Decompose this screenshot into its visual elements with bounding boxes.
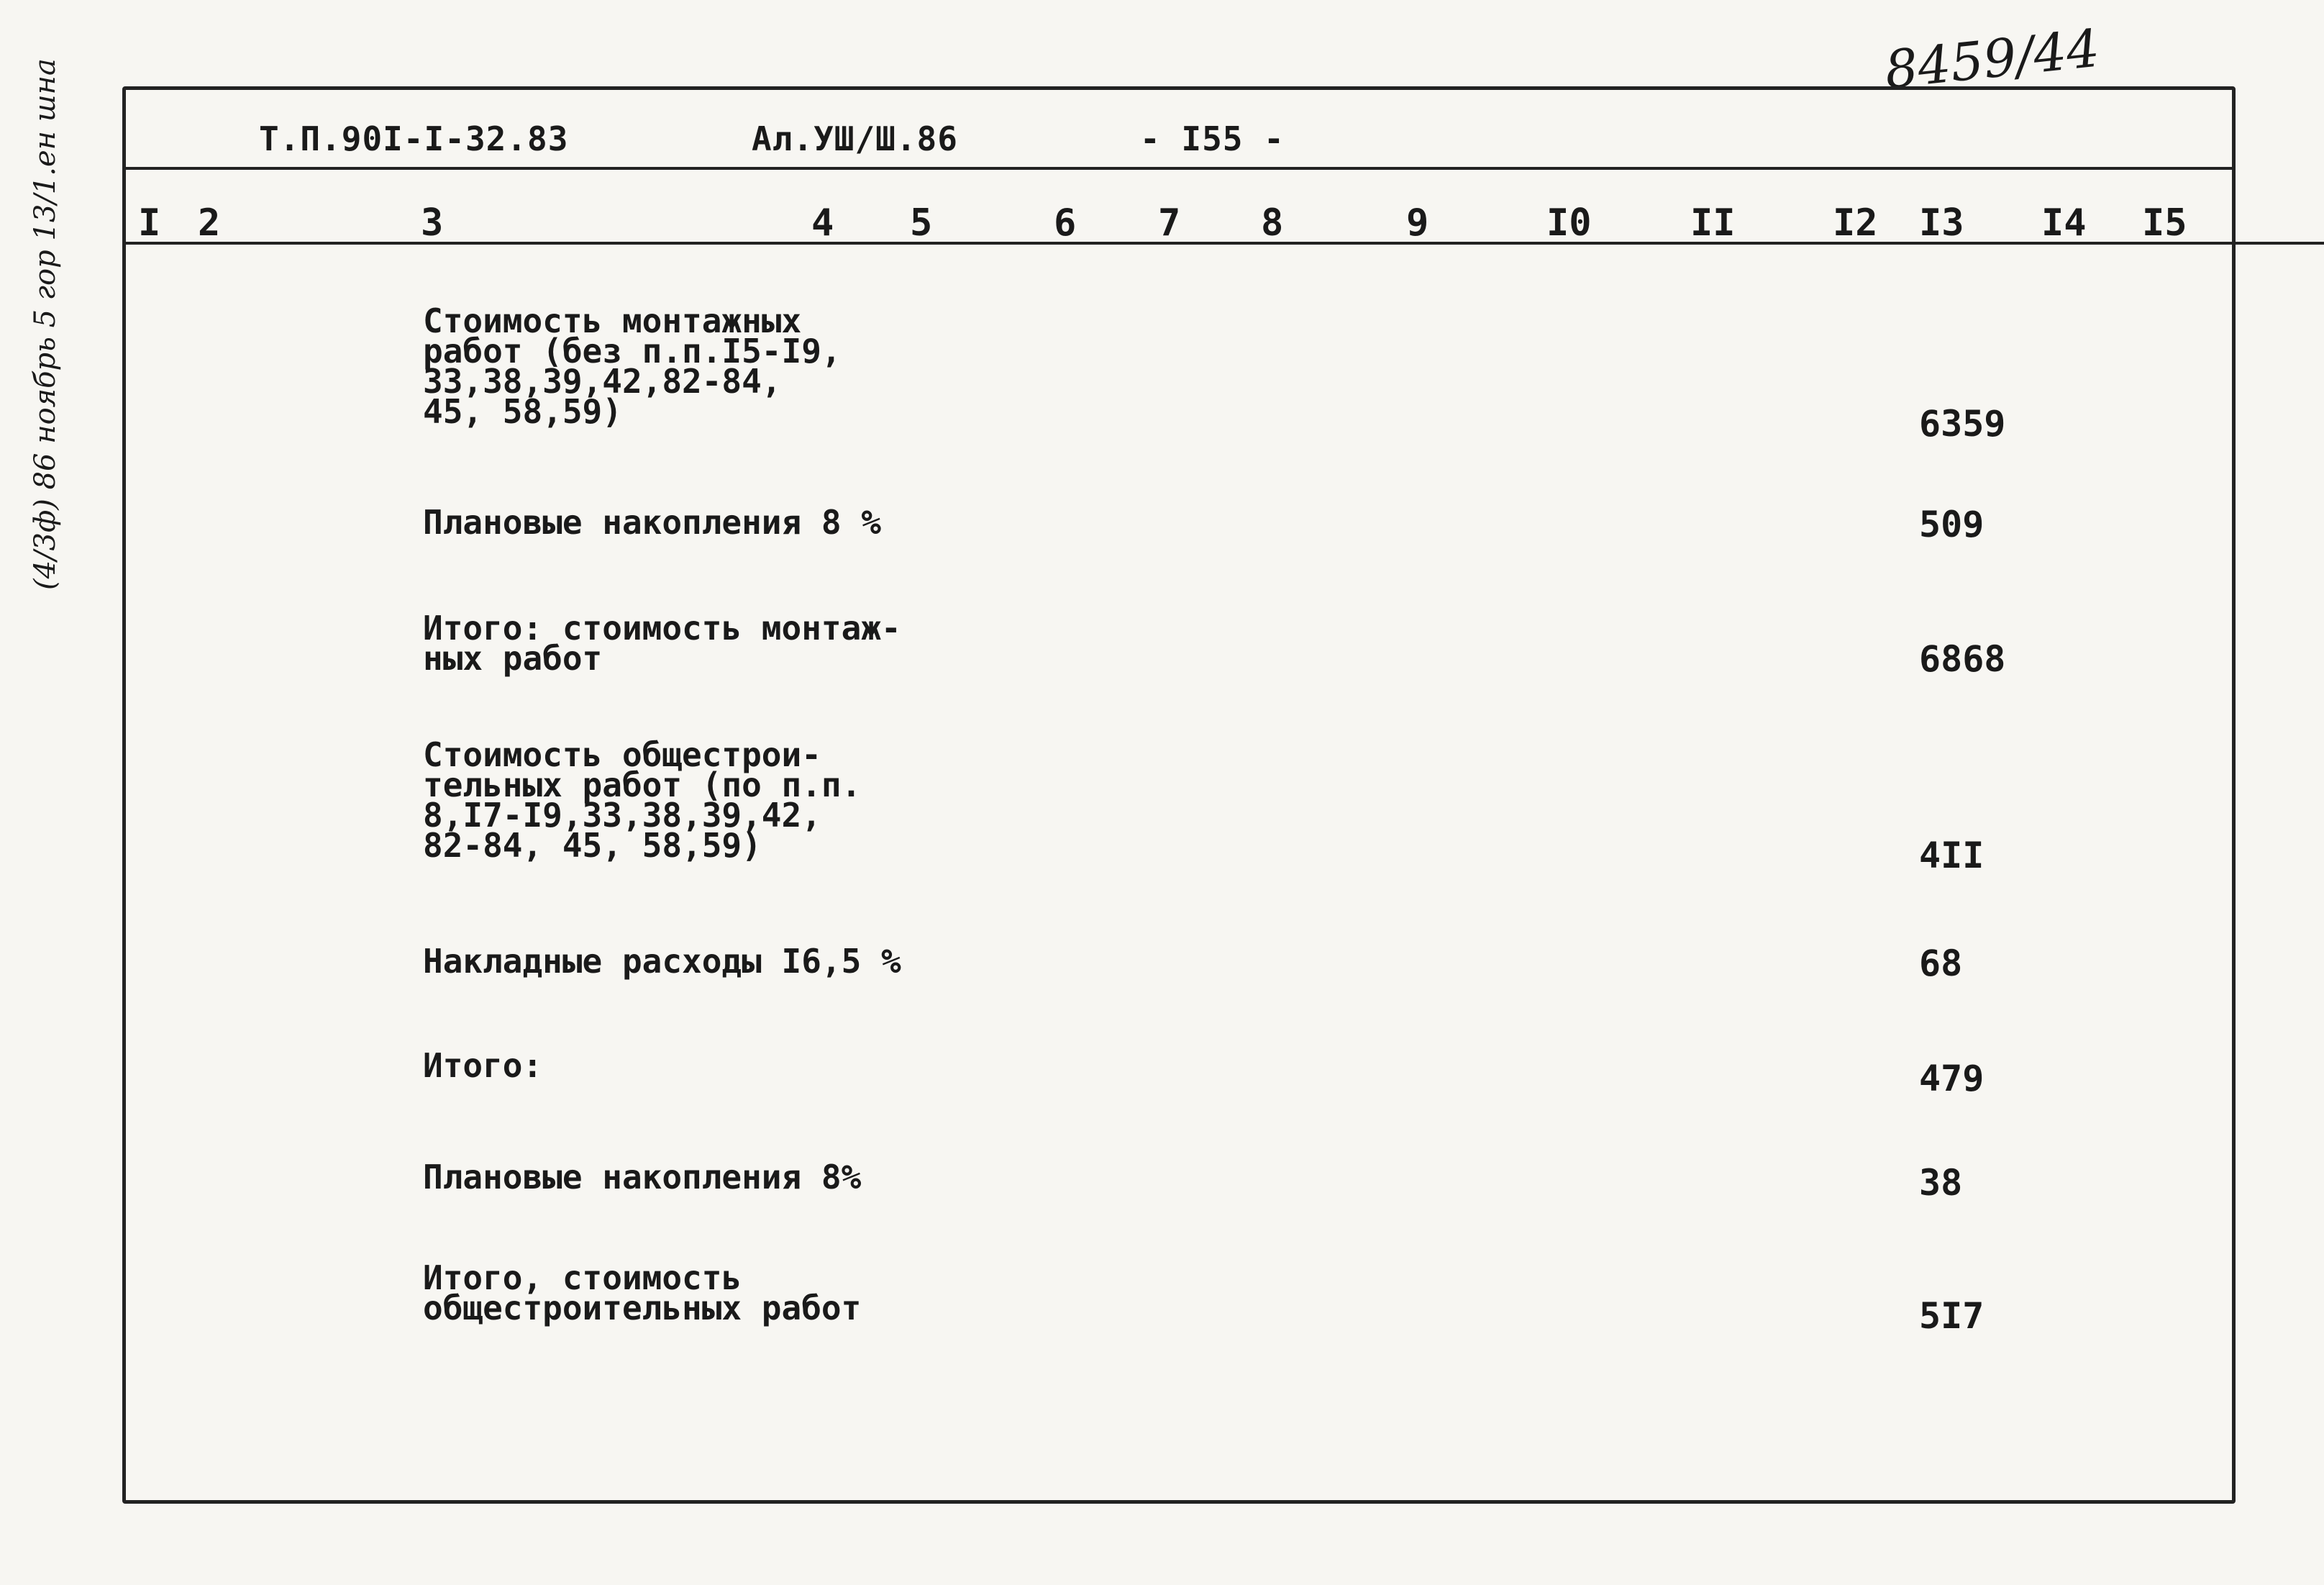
row-description: Плановые накопления 8 % [423,503,881,542]
column-number: 7 [1158,201,1181,245]
column-number: 4 [811,201,834,245]
column-rule [122,242,2324,245]
row-value: 479 [1919,1058,1984,1099]
row-description: Накладные расходы I6,5 % [423,942,901,981]
column-number: I0 [1546,201,1592,245]
row-value: 6868 [1919,638,2006,680]
margin-note: (4/3ф) 86 ноябрь 5 гор 13/1.ен шна [29,58,62,590]
row-description: Итого: [423,1046,543,1085]
page-number: - I55 - [1140,119,1285,158]
row-value: 4II [1919,835,1984,876]
row-description: Стоимость монтажных работ (без п.п.I5-I9, 33,38,39,42,82-84, 45, 58,59) [423,301,842,431]
row-value: 38 [1919,1162,1963,1204]
row-value: 68 [1919,943,1963,984]
row-description: Итого, стоимость общестроительных работ [423,1258,862,1327]
header-rule [122,167,2236,170]
column-number: I5 [2142,201,2187,245]
column-number: I2 [1833,201,1878,245]
document-code: Т.П.90I-I-32.83 [259,119,569,158]
column-number: I [138,201,161,245]
column-number: 2 [198,201,221,245]
column-number: 6 [1054,201,1077,245]
row-value: 6359 [1919,403,2006,445]
row-description: Итого: стоимость монтаж- ных работ [423,609,901,678]
column-number: 8 [1261,201,1284,245]
column-number: II [1690,201,1736,245]
column-number: I3 [1919,201,1964,245]
row-value: 509 [1919,504,1984,545]
album-number: Ал.УШ/Ш.86 [752,119,958,158]
column-number: 9 [1406,201,1429,245]
column-number: 5 [910,201,933,245]
row-description: Стоимость общестрои- тельных работ (по п.п. 8,I7-I9,33,38,39,42, 82-84, 45, 58,59) [423,735,862,865]
archive-stamp: 8459/44 [1882,17,2102,101]
row-value: 5I7 [1919,1295,1984,1337]
column-number: I4 [2041,201,2087,245]
column-number: 3 [421,201,444,245]
row-description: Плановые накопления 8% [423,1158,862,1196]
